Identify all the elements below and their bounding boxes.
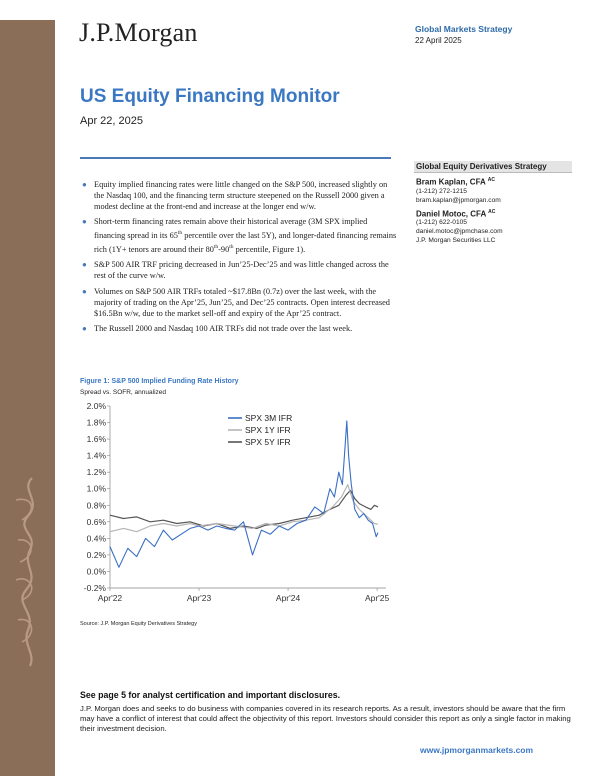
analyst-email[interactable]: bram.kaplan@jpmorgan.com	[416, 196, 501, 204]
series-name: Global Markets Strategy	[415, 24, 513, 34]
y-tick-label: 2.0%	[86, 401, 106, 411]
figure-title: Figure 1: S&P 500 Implied Funding Rate History	[80, 378, 239, 385]
x-tick-label: Apr'24	[275, 593, 301, 603]
footer-link[interactable]: www.jpmorganmarkets.com	[420, 745, 534, 755]
y-tick-label: 0.2%	[86, 549, 106, 560]
y-tick-label: 1.6%	[86, 434, 106, 445]
bullet-item: ● The Russell 2000 and Nasdaq 100 AIR TRFs did not trade over the last week.	[82, 324, 353, 334]
chart-source: Source: J.P. Morgan Equity Derivatives Strategy	[80, 621, 197, 627]
jpmorgan-logo: J.P.Morgan	[79, 18, 198, 47]
y-tick-label: 1.4%	[86, 450, 106, 461]
report-date: Apr 22, 2025	[80, 115, 143, 127]
legend-label: SPX 5Y IFR	[245, 437, 291, 447]
y-tick-label: 1.8%	[86, 417, 106, 428]
y-tick-label: 0.6%	[86, 516, 106, 527]
y-tick-label: -0.2%	[83, 583, 106, 593]
y-tick-label: 0.4%	[86, 533, 106, 544]
bullet-icon: ●	[82, 180, 87, 189]
x-tick-label: Apr'25	[364, 593, 390, 603]
bullet-item: ● Volumes on S&P 500 AIR TRFs totaled ~$17.8Bn (0.7z) over the last week, with the majority of trading on the Apr’25, Jun’25, and Dec’25 contracts. Open interest decreased $16.5Bn w/w, due to the market sell-off and expiry of the Apr’25 contract.	[82, 286, 390, 318]
analyst-email[interactable]: daniel.motoc@jpmchase.com	[416, 228, 503, 236]
legend-label: SPX 1Y IFR	[245, 425, 291, 435]
y-tick-label: 1.2%	[86, 467, 106, 478]
bullet-item: ● Short-term financing rates remain above their historical average (3M SPX implied financing spread in its 65th percentile over the last 5Y), and longer-dated financing remains rich (1Y+ tenors are around their 80th-90th percentile, Figure 1).	[82, 217, 397, 254]
header-date: 22 April 2025	[415, 36, 462, 45]
x-tick-label: Apr'23	[186, 593, 212, 603]
signature-watermark	[2, 470, 54, 670]
y-tick-label: 0.0%	[86, 566, 106, 577]
y-tick-label: 0.8%	[86, 500, 106, 511]
bullet-icon: ●	[82, 260, 87, 270]
team-label: Global Equity Derivatives Strategy	[414, 161, 572, 173]
analyst-firm: J.P. Morgan Securities LLC	[416, 237, 496, 245]
bullet-icon: ●	[82, 324, 87, 334]
bullet-item: ● Equity implied financing rates were little changed on the S&P 500, increased slightly on the Nasdaq 100, and the financing term structure steepened on the Russell 2000 given a modest decline at the front-end and increase at the longer end w/w.	[82, 180, 388, 211]
summary-bullets	[80, 180, 398, 340]
y-tick-label: 1.0%	[86, 483, 106, 494]
x-tick-label: Apr'22	[97, 593, 123, 603]
bullet-icon: ●	[82, 286, 87, 296]
figure-subtitle: Spread vs. SOFR, annualized	[80, 389, 166, 396]
analyst-name: Bram Kaplan, CFA $^{AC}$	[416, 177, 495, 187]
page-title: US Equity Financing Monitor	[80, 86, 340, 107]
analyst-box	[414, 161, 572, 245]
analyst-phone: (1-212) 622-0105	[416, 219, 467, 227]
title-divider	[80, 157, 391, 159]
funding-rate-chart	[80, 396, 398, 616]
series-line	[110, 421, 378, 567]
analyst-name: Daniel Motoc, CFA $^{AC}$	[416, 208, 496, 219]
analyst-phone: (1-212) 272-1215	[416, 187, 467, 195]
bullet-item: ● S&P 500 AIR TRF pricing decreased in Jun’25-Dec’25 and was little changed across the rest of the curve w/w.	[82, 260, 389, 281]
legend-label: SPX 3M IFR	[245, 413, 293, 423]
bullet-icon: ●	[82, 217, 87, 227]
header-meta	[415, 24, 512, 45]
disclosure-body: J.P. Morgan does and seeks to do business with companies covered in its research reports. As a result, investors should be aware that the firm may have a conflict of interest that could affect the objectivity of this report. Investors should consider this report as only a single factor in making their investment decision.	[80, 704, 571, 733]
disclosure-heading[interactable]: See page 5 for analyst certification and important disclosures.	[80, 690, 341, 700]
